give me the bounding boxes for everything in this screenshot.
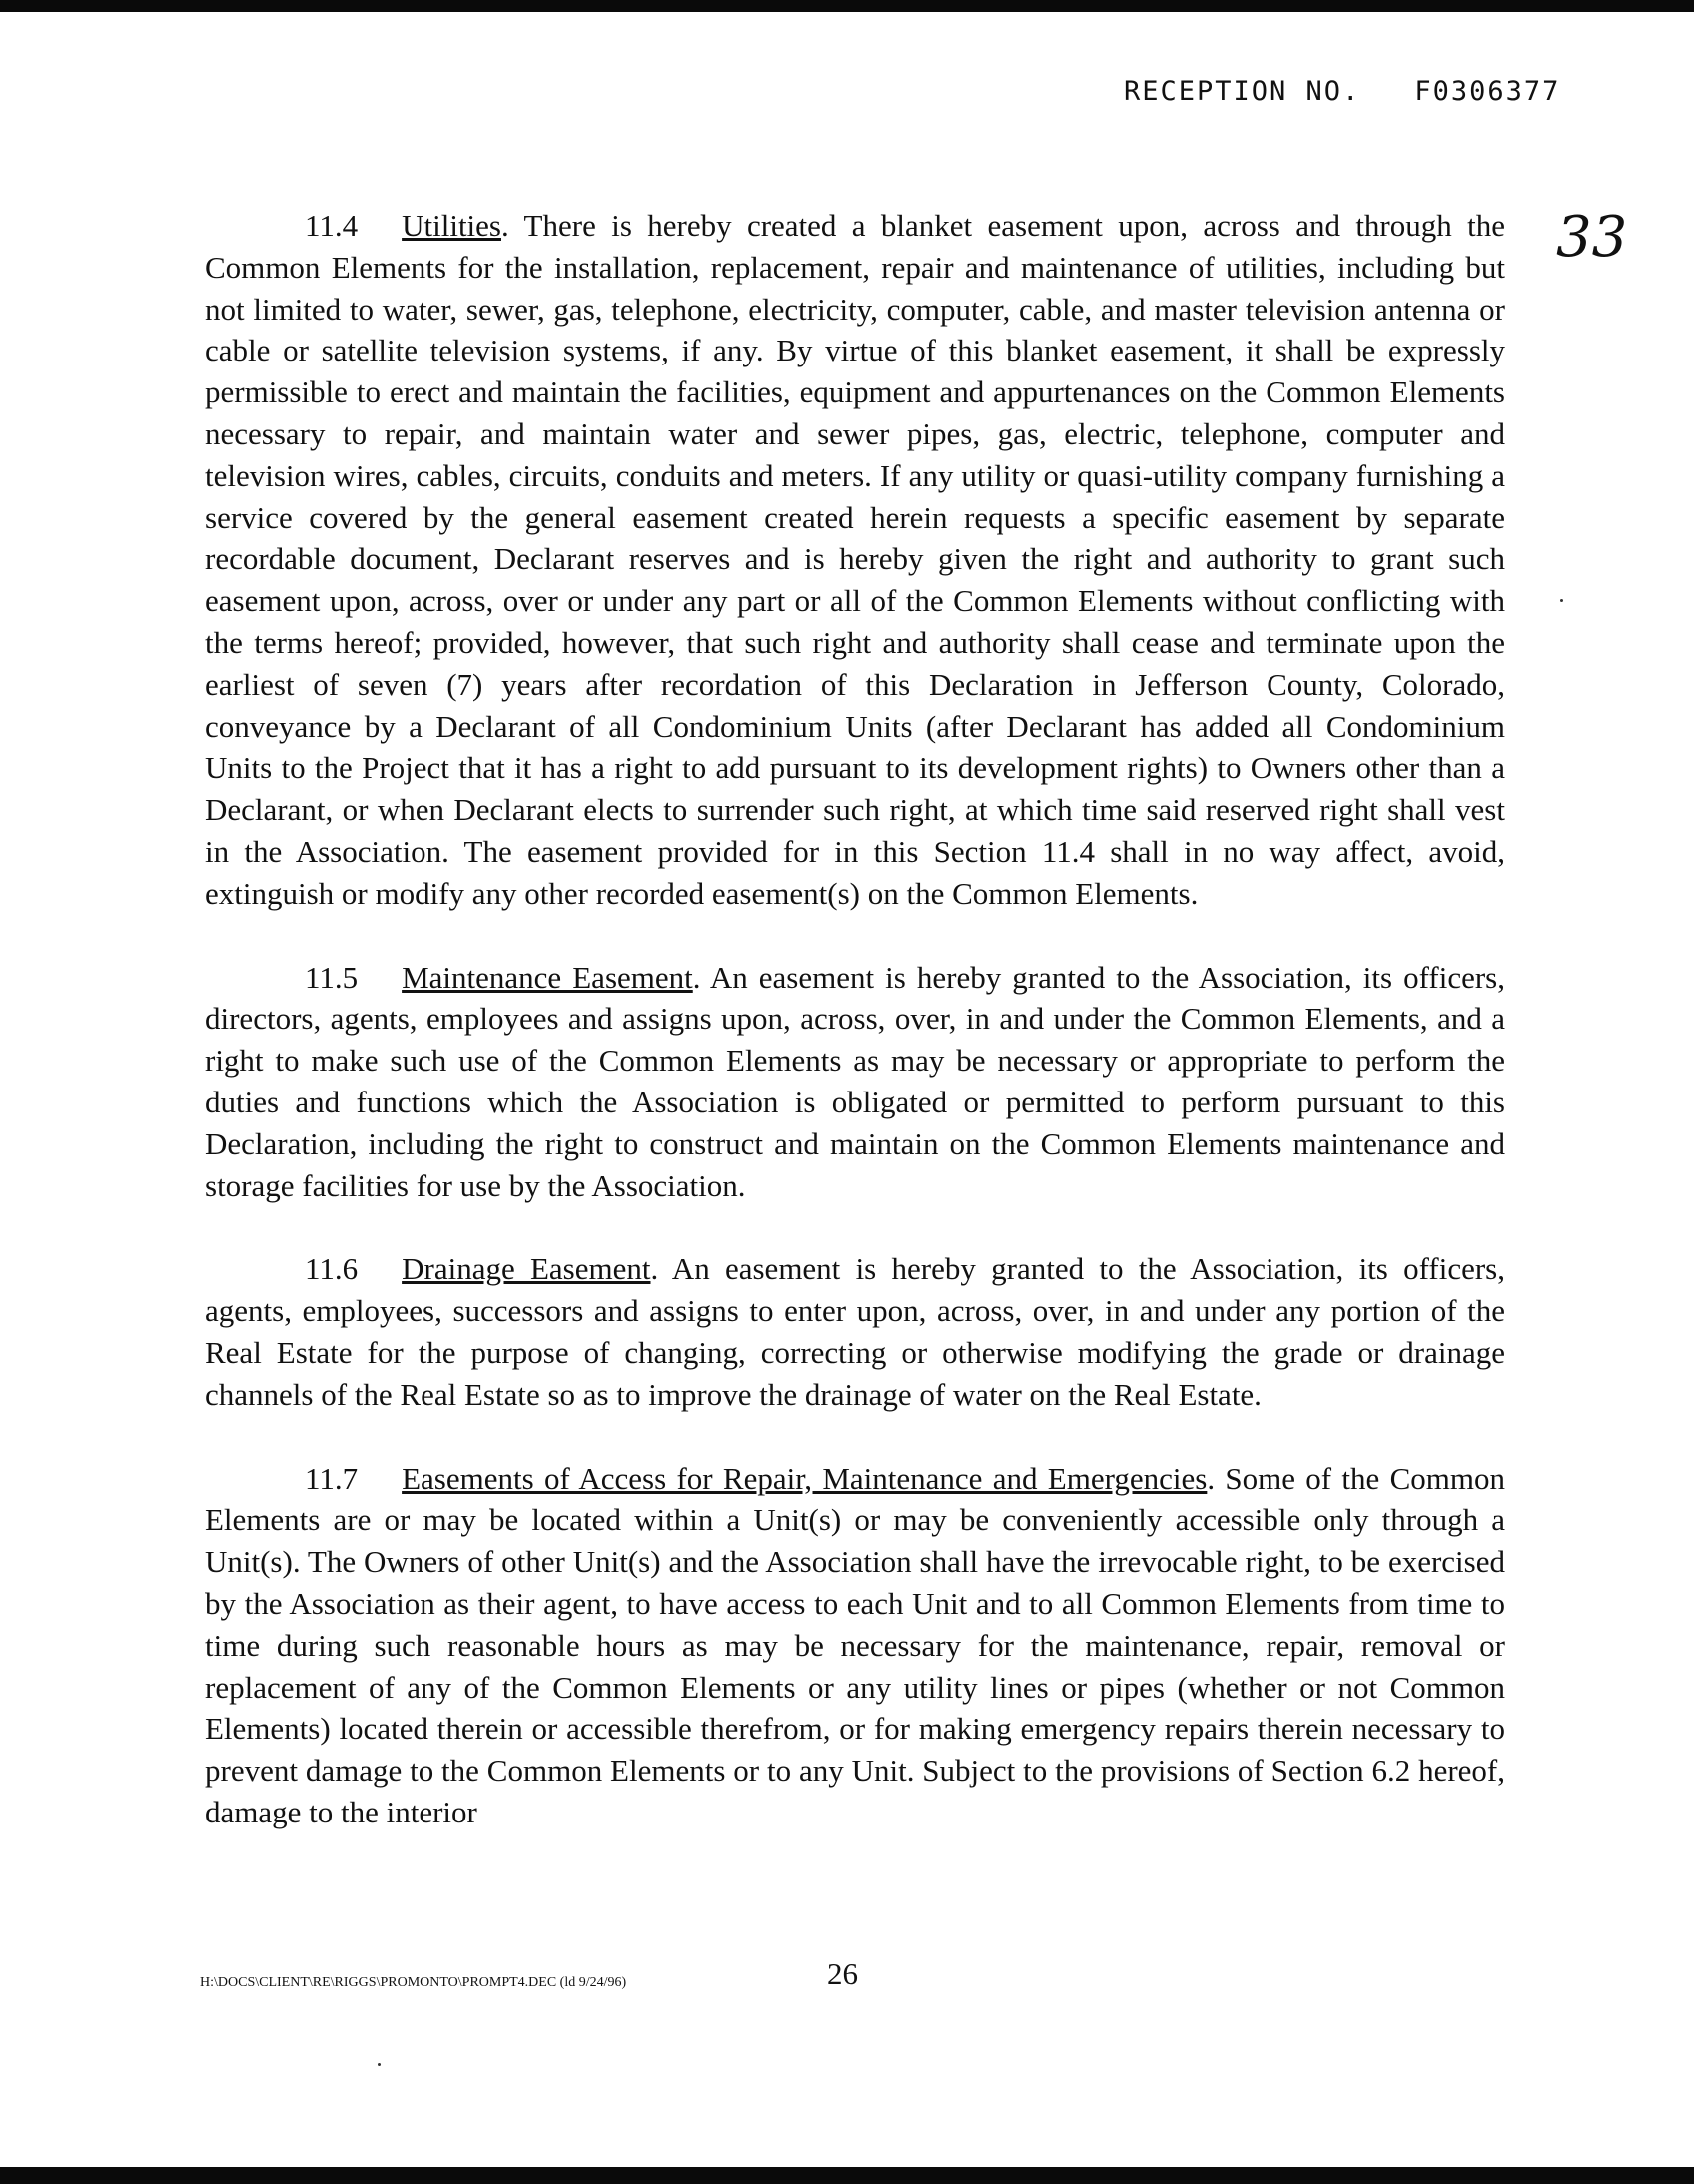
section-number: 11.7 (305, 1460, 359, 1496)
reception-number-stamp (1124, 76, 1560, 107)
section-heading: Easements of Access for Repair, Maintenance and Emergencies (402, 1460, 1208, 1496)
reception-number: F0306377 (1414, 76, 1561, 107)
section-11-5 (205, 957, 1505, 1207)
document-body (205, 205, 1505, 1875)
section-body: . There is hereby created a blanket easement upon, across and through the Common Elements for the installation, replacement, repair and maintenance of utilities, including but not limited to water, sewer, gas, telephone, electricity, computer, cable, and master television antenna or cable or satellite television systems, if any. By virtue of this blanket easement, it shall be expressly permissible to erect and maintain the facilities, equipment and appurtenances on the Common Elements necessary to repair, and maintain water and sewer pipes, gas, electric, telephone, computer and television wires, cables, circuits, conduits and meters. If any utility or quasi-utility company furnishing a service covered by the general easement created herein requests a specific easement by separate recordable document, Declarant reserves and is hereby given the right and authority to grant such easement upon, across, over or under any part or all of the Common Elements without conflicting with the terms hereof; provided, however, that such right and authority shall cease and terminate upon the earliest of seven (7) years after recordation of this Declaration in Jefferson County, Colorado, conveyance by a Declarant of all Condominium Units (after Declarant has added all Condominium Units to the Project that it has a right to add pursuant to its development rights) to Owners other than a Declarant, or when Declarant elects to surrender such right, at which time said reserved right shall vest in the Association. The easement provided for in this Section 11.4 shall in no way affect, avoid, extinguish or modify any other recorded easement(s) on the Common Elements. (205, 208, 1505, 911)
section-heading: Maintenance Easement (402, 959, 693, 995)
section-11-6 (205, 1248, 1505, 1415)
section-body: . An easement is hereby granted to the Association, its officers, directors, agents, employees and assigns upon, across, over, in and under the Common Elements, and a right to make such use of the Common Elements as may be necessary or appropriate to perform the duties and functions which the Association is obligated or permitted to perform pursuant to this Declaration, including the right to construct and maintain on the Common Elements maintenance and storage facilities for use by the Association. (205, 959, 1505, 1203)
page-number: 26 (827, 1956, 858, 1991)
section-number: 11.6 (305, 1251, 359, 1287)
section-body: . Some of the Common Elements are or may be located within a Unit(s) or may be conveniently accessible only through a Unit(s). The Owners of other Unit(s) and the Association shall have the irrevocable right, to be exercised by the Association as their agent, to have access to each Unit and to all Common Elements from time to time during such reasonable hours as may be necessary for the maintenance, repair, removal or replacement of any of the Common Elements or any utility lines or pipes (whether or not Common Elements) located therein or accessible therefrom, or for making emergency repairs therein necessary to prevent damage to the Common Elements or to any Unit. Subject to the provisions of Section 6.2 hereof, damage to the interior (205, 1460, 1505, 1829)
section-11-7 (205, 1458, 1505, 1833)
section-heading: Drainage Easement (402, 1251, 651, 1287)
scan-speck (378, 2063, 381, 2066)
scan-top-border (0, 0, 1694, 12)
footer-file-path: H:\DOCS\CLIENT\RE\RIGGS\PROMONTO\PROMPT4.DEC (ld 9/24/96) (200, 1975, 627, 1990)
scan-bottom-border (0, 2167, 1694, 2184)
section-heading: Utilities (402, 208, 501, 243)
section-number: 11.5 (305, 959, 359, 995)
section-11-4 (205, 205, 1505, 915)
reception-label: RECEPTION NO. (1124, 76, 1361, 107)
section-body: . An easement is hereby granted to the Association, its officers, agents, employees, successors and assigns to enter upon, across, over, in and under any portion of the Real Estate for the purpose of changing, correcting or otherwise modifying the grade or drainage channels of the Real Estate so as to improve the drainage of water on the Real Estate. (205, 1251, 1505, 1412)
section-number: 11.4 (305, 208, 359, 243)
handwritten-page-mark: 33 (1556, 205, 1628, 270)
scan-speck (1560, 599, 1563, 602)
